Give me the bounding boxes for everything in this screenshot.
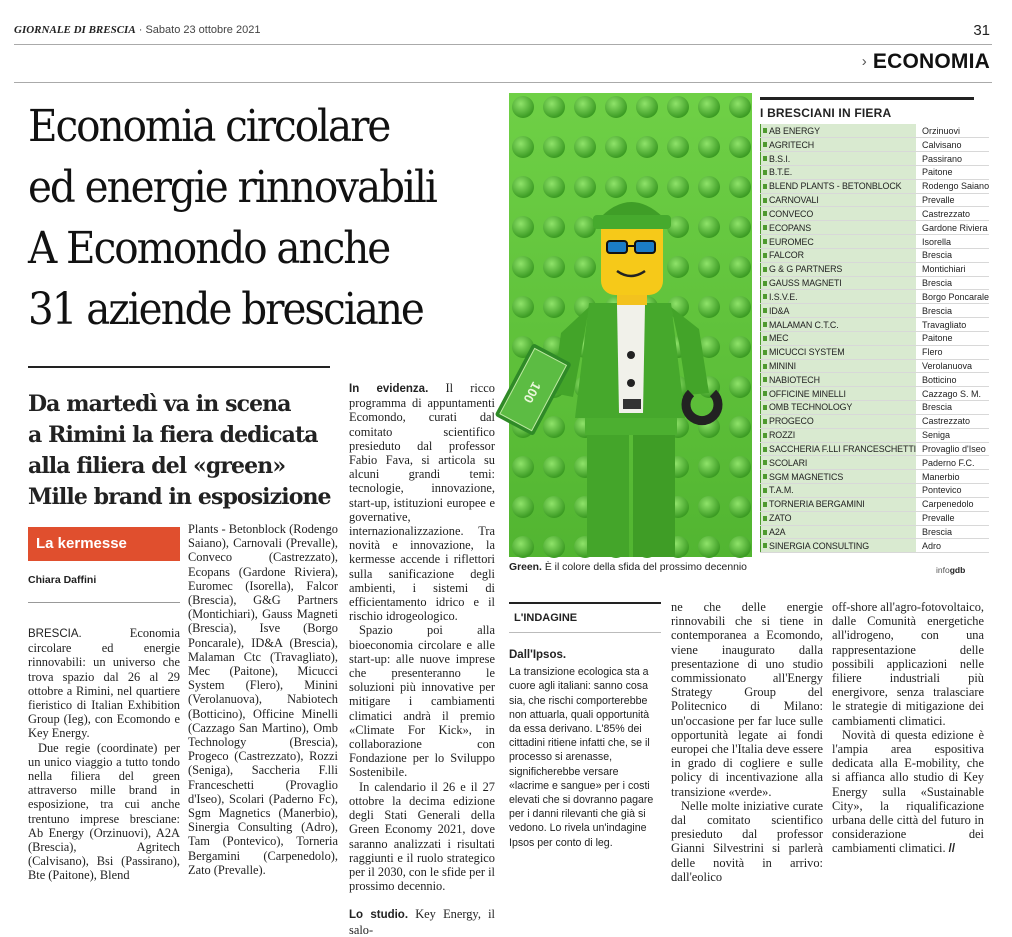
issue-date: Sabato 23 ottobre 2021 — [145, 24, 261, 36]
article-column-4 — [671, 600, 823, 884]
paragraph: BRESCIA. Economia circolare ed energie rinnovabili: un universo che trova spazio dal 26 al 29 ottobre a Rimini, nel quartiere fieristico di Italian Exhibition Group (Ieg), con Ecomondo e Key Energy. — [28, 626, 180, 741]
lego-stud — [729, 136, 751, 158]
lego-stud — [543, 536, 565, 558]
chevron-right-icon: › — [861, 53, 867, 70]
lego-stud — [698, 296, 720, 318]
paragraph: In calendario il 26 e il 27 ottobre la decima edizione degli Stati Generali della Green Economy 2021, dove saranno analizzati i risultati raggiunti e il ruolo strategico per il 2030, con le sfide per il prossimo decennio. — [349, 779, 495, 894]
company-name: AGRITECH — [761, 138, 917, 152]
table-row — [761, 428, 990, 442]
company-city: Adro — [916, 539, 989, 553]
company-city: Pontevico — [916, 484, 989, 498]
table-row — [761, 345, 990, 359]
headline-line: ed energie rinnovabili — [28, 162, 436, 213]
banknote-value: 100 — [520, 379, 544, 406]
lego-stud — [512, 496, 534, 518]
company-city: Brescia — [916, 525, 989, 539]
company-city: Botticino — [916, 373, 989, 387]
table-row — [761, 414, 990, 428]
table-row — [761, 331, 990, 345]
company-name: SGM MAGNETICS — [761, 470, 917, 484]
company-city: Castrezzato — [916, 207, 989, 221]
lego-stud — [574, 176, 596, 198]
paragraph: Novità di questa edizione è l'ampia area espositiva dedicata alla E-mobility, che si affianca allo studio di Key Energy sulla «Sustainable City», la riqualificazione urbana delle città del futuro in considerazione dei cambiamenti climatici. // — [832, 727, 984, 856]
company-name: PROGECO — [761, 414, 917, 428]
company-name: B.S.I. — [761, 152, 917, 166]
headline — [28, 96, 470, 340]
table-row — [761, 235, 990, 249]
subhead-line: Da martedì va in scena — [28, 391, 291, 417]
lego-stud — [543, 296, 565, 318]
company-city: Verolanuova — [916, 359, 989, 373]
article-column-5 — [832, 600, 984, 857]
table-row — [761, 539, 990, 553]
company-name: CONVECO — [761, 207, 917, 221]
lego-stud — [729, 336, 751, 358]
lego-stud — [543, 136, 565, 158]
company-city: Brescia — [916, 304, 989, 318]
company-name: FALCOR — [761, 248, 917, 262]
company-name: MICUCCI SYSTEM — [761, 345, 917, 359]
headline-line: Economia circolare — [28, 101, 390, 152]
caption-lead: Green. — [509, 562, 542, 573]
company-city: Gardone Riviera — [916, 221, 989, 235]
company-city: Castrezzato — [916, 414, 989, 428]
table-row — [761, 207, 990, 221]
lego-stud — [636, 136, 658, 158]
company-name: A2A — [761, 525, 917, 539]
company-city: Passirano — [916, 152, 989, 166]
table-row — [761, 387, 990, 401]
company-name: OMB TECHNOLOGY — [761, 401, 917, 415]
company-city: Manerbio — [916, 470, 989, 484]
paragraph: Plants - Betonblock (Rodengo Saiano), Carnovali (Prevalle), Conveco (Castrezzato), Ecopans (Gardone Riviera), Euromec (Isorella), Falcor (Brescia), G&G Partners (Montichiari), Gauss Magneti (Brescia), Isve (Borgo Poncarale), ID&A (Brescia), Malaman Ctc (Travagliato), Mec (Paitone), Micucci System (Flero), Minini (Verolanuova), Nabiotech (Botticino), Officine Minelli (Cazzago San Martino), Omb Technology (Brescia), Progeco (Castrezzato), Rozzi (Seniga), Saccheria F.lli Franceschetti (Provaglio d'Iseo), Scolari (Paderno Fc), Sgm Magnetics (Manerbio), Sinergia Consulting (Adro), Tam (Pontevico), Torneria Bergamini (Carpenedolo), Zato (Prevalle). — [188, 522, 338, 877]
lego-stud — [729, 456, 751, 478]
company-city: Calvisano — [916, 138, 989, 152]
company-city: Prevalle — [916, 511, 989, 525]
lego-stud — [605, 96, 627, 118]
lego-stud — [698, 536, 720, 558]
lego-stud — [698, 176, 720, 198]
header-divider — [14, 44, 992, 45]
company-name: OFFICINE MINELLI — [761, 387, 917, 401]
lego-stud — [512, 136, 534, 158]
company-city: Brescia — [916, 276, 989, 290]
lego-stud — [512, 96, 534, 118]
subheadline — [28, 389, 338, 513]
table-row — [761, 193, 990, 207]
paragraph-lead: Lo studio. — [349, 909, 409, 922]
table-row — [761, 262, 990, 276]
lego-stud — [729, 536, 751, 558]
caption-text: È il colore della sfida del prossimo decennio — [544, 562, 747, 573]
masthead: GIORNALE DI BRESCIA · Sabato 23 ottobre 2021 — [14, 24, 261, 36]
company-name: I.S.V.E. — [761, 290, 917, 304]
end-mark: // — [948, 843, 956, 856]
lego-stud — [574, 216, 596, 238]
lego-stud — [698, 136, 720, 158]
sidebar-box-text: La transizione ecologica sta a cuore agli italiani: sanno cosa sia, che rischi comporterebbe non attuarla, quali opportunità da essa derivano. L'85% dei cittadini ritiene infatti che, se il processo si arenasse, significherebbe versare «lacrime e sangue» per i costi elevati che si dovranno pagare per i danni rilevanti che già si vedono. Lo rivela un'indagine Ipsos per conto di leg. — [509, 666, 654, 849]
table-rule — [760, 97, 974, 100]
sidebar-box-heading: Dall'Ipsos. — [509, 649, 567, 661]
company-city: Prevalle — [916, 193, 989, 207]
company-name: MEC — [761, 331, 917, 345]
table-row — [761, 165, 990, 179]
paragraph: Due regie (coordinate) per un unico viaggio a tutto tondo nella filiera del green attraverso mille brand in esposizione, tra cui anche trentuno imprese bresciane: Ab Energy (Orzinuovi), A2A (Brescia), Agritech (Calvisano), Bsi (Passirano), Bte (Paitone), Blend — [28, 740, 180, 883]
lego-stud — [667, 256, 689, 278]
table-title: I BRESCIANI IN FIERA — [760, 106, 892, 120]
table-row — [761, 442, 990, 456]
lego-stud — [729, 96, 751, 118]
company-city: Brescia — [916, 401, 989, 415]
lego-stud — [543, 176, 565, 198]
company-city: Paderno F.C. — [916, 456, 989, 470]
table-row — [761, 456, 990, 470]
lego-stud — [543, 216, 565, 238]
article-column-3 — [349, 381, 495, 937]
company-name: AB ENERGY — [761, 124, 917, 138]
company-name: SCOLARI — [761, 456, 917, 470]
lego-stud — [543, 496, 565, 518]
subhead-line: alla filiera del «green» — [28, 453, 286, 479]
table-row — [761, 221, 990, 235]
article-photo — [509, 93, 752, 557]
sidebar-box-divider — [509, 632, 661, 633]
paragraph: Spazio poi alla bioeconomia circolare e alle start-up: alle nuove imprese che presenteranno le soluzioni più innovative per mitigare i cambiamenti climatici andrà il premio «Climate For Kick», in collaborazione con Fondazione per lo Sviluppo Sostenibile. — [349, 623, 495, 780]
subhead-line: Mille brand in esposizione — [28, 484, 331, 510]
dateline: BRESCIA. — [28, 628, 82, 640]
subhead-line: a Rimini la fiera dedicata — [28, 422, 318, 448]
lego-stud — [729, 176, 751, 198]
lego-stud — [729, 496, 751, 518]
company-city: Cazzago S. M. — [916, 387, 989, 401]
company-city: Brescia — [916, 248, 989, 262]
company-city: Orzinuovi — [916, 124, 989, 138]
table-row — [761, 248, 990, 262]
company-city: Travagliato — [916, 318, 989, 332]
table-row — [761, 373, 990, 387]
company-name: SINERGIA CONSULTING — [761, 539, 917, 553]
lego-stud — [667, 176, 689, 198]
lego-stud — [636, 96, 658, 118]
lego-stud — [667, 136, 689, 158]
company-city: Seniga — [916, 428, 989, 442]
table-row — [761, 304, 990, 318]
table-row — [761, 497, 990, 511]
company-name: ECOPANS — [761, 221, 917, 235]
company-name: G & G PARTNERS — [761, 262, 917, 276]
company-name: GAUSS MAGNETI — [761, 276, 917, 290]
table-row — [761, 484, 990, 498]
lego-stud — [729, 216, 751, 238]
headline-line: A Ecomondo anche — [28, 223, 390, 274]
lego-stud — [574, 256, 596, 278]
lego-figure-image — [509, 93, 752, 557]
lego-stud — [729, 296, 751, 318]
subhead-rule — [28, 366, 330, 368]
newspaper-name: GIORNALE DI BRESCIA — [14, 24, 136, 36]
table-row — [761, 401, 990, 415]
lego-stud — [698, 216, 720, 238]
company-city: Paitone — [916, 165, 989, 179]
graphic-credit: infogdb — [936, 565, 966, 575]
company-city: Paitone — [916, 331, 989, 345]
photo-caption — [509, 562, 747, 573]
company-name: ROZZI — [761, 428, 917, 442]
lego-stud — [512, 256, 534, 278]
lego-stud — [512, 296, 534, 318]
paragraph: ne che delle energie rinnovabili che si tiene in contemporanea a Ecomondo, viene inaugurato dalla presentazione di uno studio commissionato all'Energy Strategy Group del Politecnico di Milano: un'occasione per far luce sulle opportunità legate ai fondi europei che l'Italia deve essere in grado di cogliere e sulle policy di incentivazione alla transizione «verde». — [671, 600, 823, 799]
paragraph: off-shore all'agro-fotovoltaico, dalle Comunità energetiche all'idrogeno, con una rappresentazione delle possibili applicazioni nelle filiere industriali più energivore, senza tralasciare le strategie di mitigazione dei cambiamenti climatici. — [832, 600, 985, 728]
table-row — [761, 179, 990, 193]
company-name: SACCHERIA F.LLI FRANCESCHETTI — [761, 442, 917, 456]
company-name: B.T.E. — [761, 165, 917, 179]
table-row — [761, 124, 990, 138]
company-city: Flero — [916, 345, 989, 359]
company-city: Carpenedolo — [916, 497, 989, 511]
paragraph: In evidenza. Il ricco programma di appuntamenti Ecomondo, curati dal comitato scientifico presieduto dal professor Fabio Fava, si articola su alcuni grandi temi: tecnologie, innovazione, start-up, istituzioni europee e governative, internazionalizzazione. Tra novità e innovazione, la kermesse accende i riflettori sulla sanificazione degli ambienti, i sistemi di efficientamento idrico e il rischio idrogeologico. — [349, 381, 495, 624]
lego-stud — [512, 216, 534, 238]
lego-stud — [543, 456, 565, 478]
lego-stud — [512, 536, 534, 558]
company-name: CARNOVALI — [761, 193, 917, 207]
paragraph: Lo studio. Key Energy, il salo- — [349, 907, 495, 937]
sidebar-box-rule — [509, 602, 661, 604]
author-byline: Chiara Daffini — [28, 574, 97, 586]
lego-stud — [574, 96, 596, 118]
section-divider — [14, 82, 992, 83]
paragraph: Nelle molte iniziative curate dal comitato scientifico presieduto dal professor Gianni Silvestrini si parlerà delle novità in arrivo: dall'eolico — [671, 798, 823, 884]
lego-stud — [543, 96, 565, 118]
company-city: Provaglio d'Iseo — [916, 442, 989, 456]
section-name: ECONOMIA — [872, 50, 990, 73]
company-city: Borgo Poncarale — [916, 290, 989, 304]
page-number: 31 — [973, 22, 990, 39]
table-body — [761, 124, 990, 553]
company-name: NABIOTECH — [761, 373, 917, 387]
headline-line: 31 aziende bresciane — [28, 284, 423, 335]
company-city: Montichiari — [916, 262, 989, 276]
lego-stud — [543, 416, 565, 438]
lego-stud — [574, 136, 596, 158]
sidebar-box-body — [509, 648, 661, 850]
section-label — [862, 50, 990, 74]
lego-stud — [605, 136, 627, 158]
sidebar-box-title: L'INDAGINE — [514, 612, 578, 624]
table-row — [761, 470, 990, 484]
lego-stud — [605, 176, 627, 198]
lego-stud — [729, 376, 751, 398]
paragraph-lead: In evidenza. — [349, 383, 429, 395]
article-column-1 — [28, 626, 180, 883]
table-row — [761, 525, 990, 539]
company-name: ID&A — [761, 304, 917, 318]
company-name: BLEND PLANTS - BETONBLOCK — [761, 179, 917, 193]
table-row — [761, 138, 990, 152]
article-column-2 — [188, 522, 338, 877]
table-row — [761, 318, 990, 332]
lego-stud — [698, 496, 720, 518]
lego-stud — [729, 416, 751, 438]
table-row — [761, 359, 990, 373]
lego-stud — [698, 456, 720, 478]
lego-stud — [512, 456, 534, 478]
lego-stud — [512, 176, 534, 198]
company-name: ZATO — [761, 511, 917, 525]
exhibitors-table — [760, 124, 989, 553]
company-name: MININI — [761, 359, 917, 373]
table-row — [761, 511, 990, 525]
company-name: TORNERIA BERGAMINI — [761, 497, 917, 511]
company-name: EUROMEC — [761, 235, 917, 249]
table-row — [761, 152, 990, 166]
lego-stud — [729, 256, 751, 278]
byline-rule — [28, 602, 180, 603]
company-name: T.A.M. — [761, 484, 917, 498]
kicker-badge: La kermesse — [28, 527, 180, 561]
company-name: MALAMAN C.T.C. — [761, 318, 917, 332]
lego-stud — [698, 256, 720, 278]
lego-stud — [543, 256, 565, 278]
company-city: Rodengo Saiano — [916, 179, 989, 193]
lego-stud — [698, 96, 720, 118]
lego-stud — [636, 176, 658, 198]
table-row — [761, 290, 990, 304]
lego-stud — [667, 96, 689, 118]
table-row — [761, 276, 990, 290]
company-city: Isorella — [916, 235, 989, 249]
